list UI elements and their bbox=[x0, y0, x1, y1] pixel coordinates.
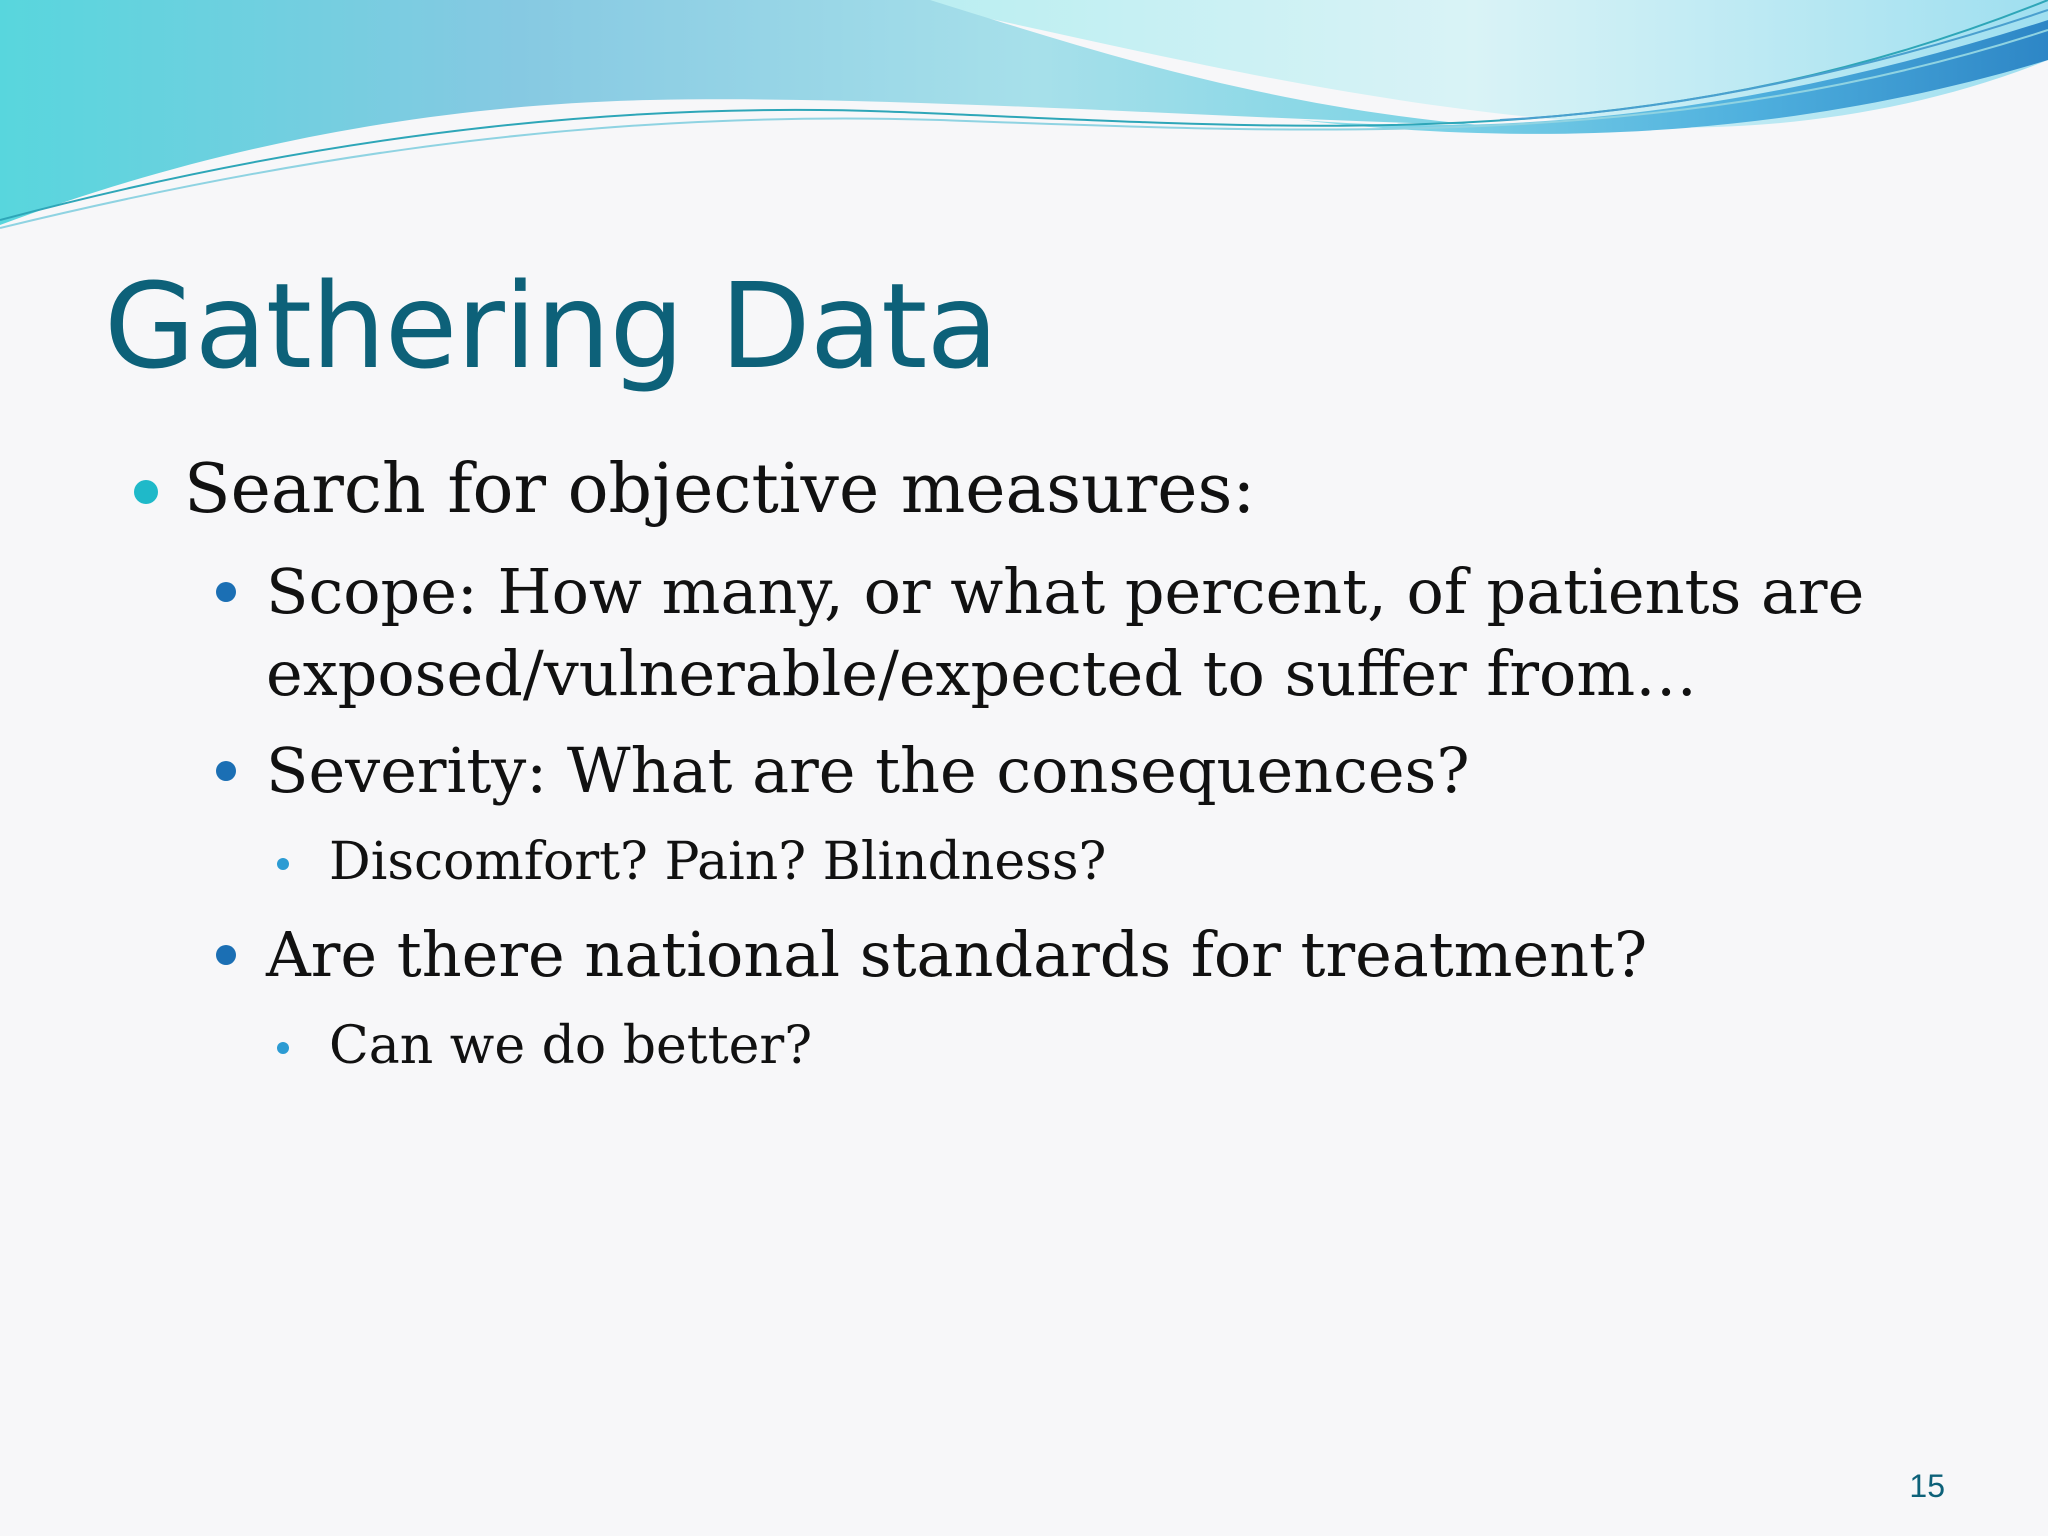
bullet-text: Are there national standards for treatment? bbox=[266, 918, 1648, 991]
bullet-item-level3 bbox=[329, 1011, 812, 1081]
page-number: 15 bbox=[1909, 1468, 1945, 1504]
slide-title: Gathering Data bbox=[104, 257, 998, 395]
bullet-item-level2 bbox=[266, 730, 1470, 812]
bullet-text-line: exposed/vulnerable/expected to suffer from… bbox=[266, 637, 1698, 710]
bullet-item-level1 bbox=[184, 448, 1255, 532]
bullet-dot-icon bbox=[216, 761, 236, 781]
bullet-dot-icon bbox=[277, 858, 289, 870]
bullet-item-level3 bbox=[329, 827, 1106, 897]
bullet-text-line: Scope: How many, or what percent, of patients are bbox=[266, 555, 1865, 628]
bullet-dot-icon bbox=[134, 480, 158, 504]
bullet-text: Discomfort? Pain? Blindness? bbox=[329, 832, 1107, 892]
bullet-dot-icon bbox=[277, 1042, 289, 1054]
bullet-item-level2 bbox=[266, 551, 1864, 715]
bullet-text: Can we do better? bbox=[329, 1016, 813, 1076]
bullet-text: Severity: What are the consequences? bbox=[266, 734, 1470, 807]
bullet-text: Search for objective measures: bbox=[184, 450, 1256, 529]
bullet-dot-icon bbox=[216, 945, 236, 965]
bullet-dot-icon bbox=[216, 582, 236, 602]
bullet-item-level2 bbox=[266, 914, 1647, 996]
